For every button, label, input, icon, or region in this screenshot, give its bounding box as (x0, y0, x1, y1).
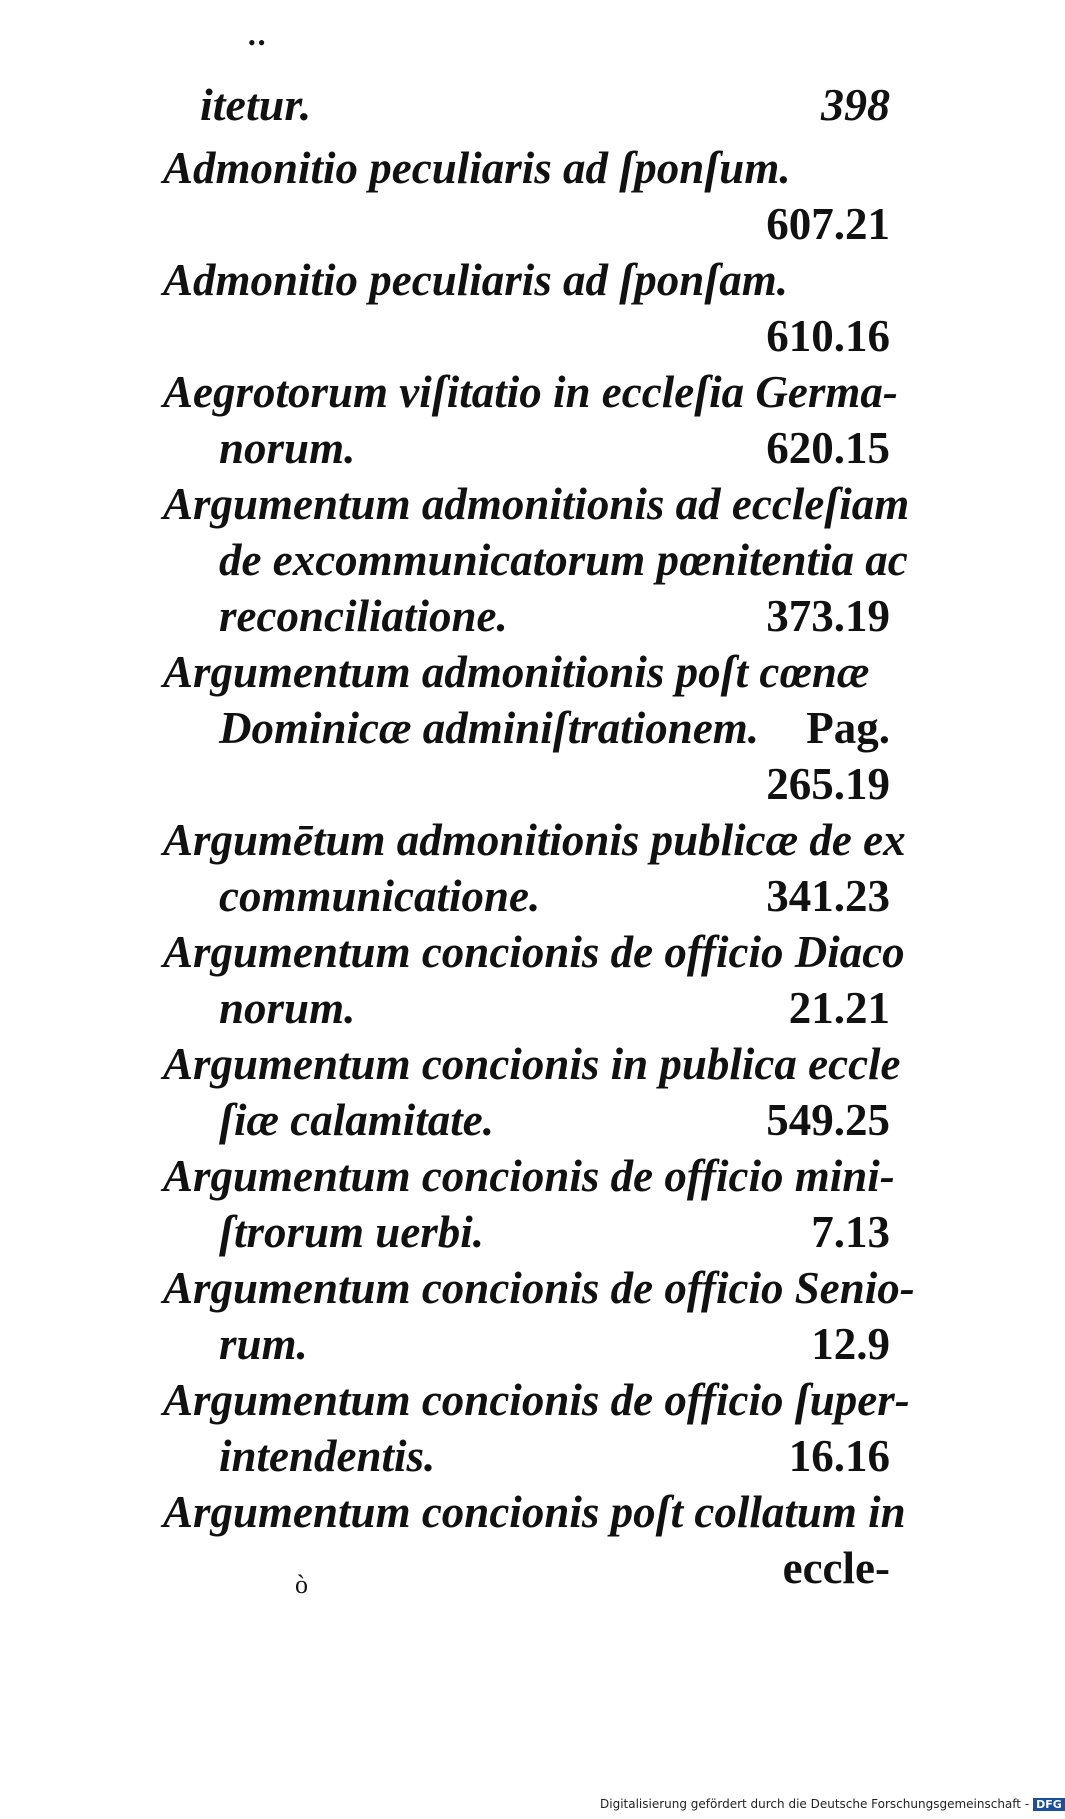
index-line (163, 420, 890, 476)
digitization-credit (600, 1797, 1062, 1817)
index-entry-reference: 21.21 (788, 983, 890, 1033)
index-line (163, 1316, 890, 1372)
index-entry-reference: 16.16 (788, 1431, 890, 1481)
index-line (163, 1092, 890, 1148)
index-entry-text: communicatione. (219, 871, 541, 921)
index-entry-text: Argumentum concionis de officio Diaco (163, 927, 905, 977)
index-entry-reference: 373.19 (766, 591, 890, 641)
running-header (200, 78, 890, 140)
index-entry-text: ſtrorum uerbi. (219, 1207, 485, 1257)
index-line (163, 1484, 906, 1540)
index-entry-text: intendentis. (219, 1431, 436, 1481)
index-line (163, 812, 906, 868)
index-line (163, 1540, 890, 1596)
index-line (163, 644, 890, 700)
page-number: 398 (821, 79, 890, 130)
index-line (163, 532, 908, 588)
index-entry-reference: 610.16 (766, 311, 890, 361)
index-entry-reference: 12.9 (811, 1319, 890, 1369)
index-line (163, 1036, 901, 1092)
index-entry-reference: 620.15 (766, 423, 890, 473)
index-line (163, 756, 890, 812)
header-continuation-word: itetur. (200, 79, 312, 130)
footer-text: Digitalisierung gefördert durch die Deutsche Forschungsgemeinschaft - (600, 1797, 1030, 1811)
index-line (163, 1372, 910, 1428)
index-entry-reference: eccle- (782, 1543, 890, 1593)
index-entry-text: Argumentum concionis in publica eccle (163, 1039, 901, 1089)
index-line (163, 1260, 915, 1316)
index-line (163, 868, 890, 924)
dfg-logo: DFG (1033, 1798, 1065, 1811)
index-line (163, 588, 890, 644)
index-entry-text: Argumentum concionis de officio mini- (163, 1151, 895, 1201)
index-entry-text: Argumentum concionis de officio Senio- (163, 1263, 915, 1313)
index-entry-reference: 265.19 (766, 759, 890, 809)
index-entry-text: norum. (219, 423, 356, 473)
index-entry-reference: 607.21 (766, 199, 890, 249)
index-line (163, 252, 890, 308)
index-entry-text: norum. (219, 983, 356, 1033)
index-entry-text: Aegrotorum viſitatio in eccleſia Germa- (163, 367, 898, 417)
top-marks: •• (248, 30, 268, 55)
index-entry-text: Dominicæ adminiſtrationem. (219, 703, 760, 753)
index-line (163, 1428, 890, 1484)
index-entry-reference: 341.23 (766, 871, 890, 921)
index-line (163, 1204, 890, 1260)
index-entry-reference: 549.25 (766, 1095, 890, 1145)
index-line (163, 924, 905, 980)
index-entry-text: Argumentum admonitionis poſt cœnæ (163, 647, 870, 697)
index-entry-text: reconciliatione. (219, 591, 508, 641)
index-entry-text: Argumētum admonitionis publicæ de ex (163, 815, 906, 865)
index-entry-text: Argumentum concionis de officio ſuper- (163, 1375, 910, 1425)
index-line (163, 308, 890, 364)
bottom-mark: ò (295, 1570, 308, 1599)
index-line (163, 980, 890, 1036)
index-entry-text: de excommunicatorum pœnitentia ac (219, 535, 908, 585)
index-entry-text: Admonitio peculiaris ad ſponſum. (163, 143, 791, 193)
index-line (163, 196, 890, 252)
index-line (163, 700, 890, 756)
index-line (163, 1148, 895, 1204)
index-entry-text: Argumentum concionis poſt collatum in (163, 1487, 906, 1537)
index-line (163, 140, 890, 196)
index-line (163, 476, 910, 532)
index-entries (163, 140, 915, 1596)
index-entry-reference: 7.13 (811, 1207, 890, 1257)
index-line (163, 364, 898, 420)
index-entry-text: ſiæ calamitate. (219, 1095, 494, 1145)
index-entry-text: Admonitio peculiaris ad ſponſam. (163, 255, 789, 305)
index-entry-text: rum. (219, 1319, 308, 1369)
index-entry-text: Argumentum admonitionis ad eccleſiam (163, 479, 910, 529)
index-entry-reference: Pag. (806, 703, 890, 753)
